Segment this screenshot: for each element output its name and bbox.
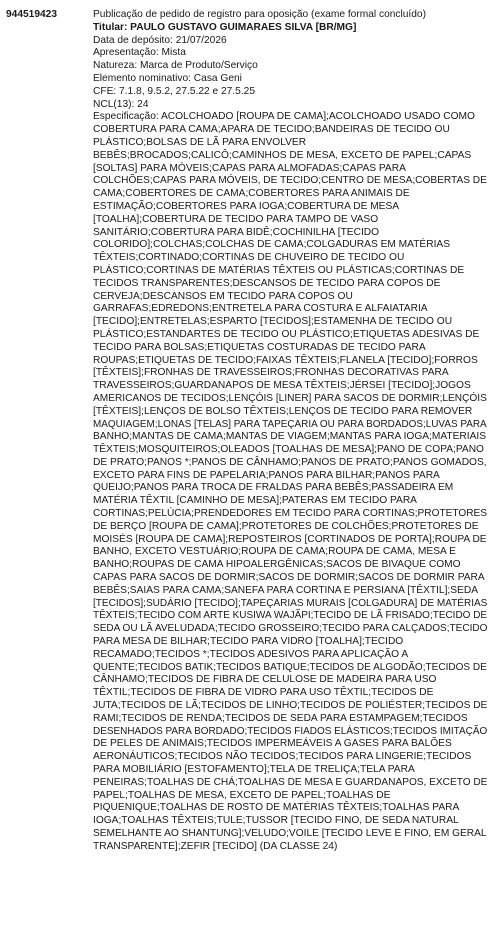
cfe-codes: CFE: 7.1.8, 9.5.2, 27.5.22 e 27.5.25 [93,85,255,97]
specification-line: QUEIJO;PANOS PARA TROCA DE FRALDAS PARA BEBÊS;PASSADEIRA EM [93,482,454,494]
specification-line: QUENTE;TECIDOS BATIK;TECIDOS BATIQUE;TECIDOS DE ALGODÃO;TECIDOS DE [93,661,487,673]
specification-line: COBERTURA PARA CAMA;APARA DE TECIDO;BANDEIRAS DE TECIDO OU [93,124,450,136]
specification-line: BANHO;MANTAS DE CAMA;MANTAS DE VIAGEM;MANTAS PARA IOGA;MATERIAIS [93,431,487,443]
specification-line: BANHO;ROUPAS DE CAMA HIPOALERGÊNICAS;SACOS DE BIVAQUE COMO [93,559,461,571]
process-number: 944519423 [6,9,57,20]
specification-line: RAMI;TECIDOS DE RENDA;TECIDOS DE SEDA PARA ESTAMPAGEM;TECIDOS [93,712,468,724]
ncl-class: NCL(13): 24 [93,98,149,110]
specification-line: TÊXTEIS;TECIDO COM ARTE KUSIWA WAJÃPI;TECIDO DE LÃ FRISADO;TECIDO DE [93,610,488,622]
nominative-element: Elemento nominativo: Casa Geni [93,72,242,84]
specification-line: TECIDOS TRANSPARENTES;DESCANSOS DE TECIDO PARA COPOS DE [93,277,441,289]
specification-line: SEMELHANTE AO SHANTUNG];VELUDO;VOILE [TECIDO LEVE E FINO, EM GERAL [93,828,487,839]
specification-line: CAMA;COBERTORES DE CAMA;COBERTORES PARA ANIMAIS DE [93,188,410,200]
deposit-date: Data de depósito: 21/07/2026 [93,34,227,46]
specification-line: IOGA;TOALHAS TÊXTEIS;TULE;TUSSOR [TECIDO FINO, DE SEDA NATURAL [93,815,459,827]
holder: Titular: PAULO GUSTAVO GUIMARAES SILVA [BR/MG] [93,21,357,33]
specification-line: [TÊXTEIS];LENÇOS DE BOLSO TÊXTEIS;LENÇOS DE TECIDO PARA REMOVER [93,405,473,417]
specification-line: TÊXTEIS;MOSQUITEIROS;OLEADOS [TOALHAS DE MESA];PANO DE COPA;PANO [93,444,484,456]
record-details [93,9,488,854]
specification-line: TÊXTIL;TECIDOS DE FIBRA DE VIDRO PARA USO TÊXTIL;TECIDOS DE [93,687,434,699]
specification-line: ROUPAS;ETIQUETAS DE TECIDO;FAIXAS TÊXTEIS;FLANELA [TECIDO];FORROS [93,354,478,366]
specification-line: [TECIDO];ENTRETELAS;ESPARTO [TECIDOS];ESTAMENHA DE TECIDO OU [93,316,453,328]
specification-line: DE PRATO;PANOS *;PANOS DE CÂNHAMO;PANOS DE PRATO;PANOS GOMADOS, [93,456,487,468]
specification-line: PIQUENIQUE;TOALHAS DE ROSTO DE MATÉRIAS TÊXTEIS;TOALHAS PARA [93,802,460,814]
specification-line: PAPEL;TOALHAS DE MESA, EXCETO DE PAPEL;TOALHAS DE [93,789,391,801]
specification-line: TRANSPARENTE];ZEFIR [TECIDO] (DA CLASSE 24) [93,840,338,852]
specification-line: SEDA OU LÃ AVELUDADA;TECIDO GROSSEIRO;TECIDO PARA CALÇADOS;TECIDO [93,623,488,635]
specification-line: COLCHÕES;CAPAS PARA MÓVEIS, DE TECIDO;CENTRO DE MESA;COBERTAS DE [93,175,487,187]
specification-line: [SOLTAS] PARA MÓVEIS;CAPAS PARA ALMOFADAS;CAPAS PARA [93,162,406,174]
specification-line: CÂNHAMO;TECIDOS DE FIBRA DE CELULOSE DE MADEIRA PARA USO [93,674,437,686]
specification-line: MAQUIAGEM;LONAS [TELAS] PARA TAPEÇARIA OU PARA BORDADOS;LUVAS PARA [93,418,487,430]
presentation: Apresentação: Mista [93,47,186,59]
specification-line: PENEIRAS;TOALHAS DE CHÁ;TOALHAS DE MESA E GUARDANAPOS, EXCETO DE [93,776,488,788]
specification-line: JUTA;TECIDOS DE LÃ;TECIDOS DE LINHO;TECIDOS DE POLIÉSTER;TECIDOS DE [93,700,488,712]
specification-line: TÊXTEIS;CORTINADO;CORTINAS DE CHUVEIRO DE TECIDO OU [93,252,405,264]
specification-line: RECAMADO;TECIDOS *;TECIDOS ADESIVOS PARA APLICAÇÃO A [93,648,409,660]
specification-line: GARRAFAS;EDREDONS;ENTRETELA PARA COSTURA E ALFAIATARIA [93,303,428,315]
specification-line: CORTINAS;PELÚCIA;PRENDEDORES EM TECIDO PARA CORTINAS;PROTETORES [93,508,488,520]
specification-line: PLÁSTICO;ESTANDARTES DE TECIDO OU PLÁSTICO;ETIQUETAS ADESIVAS DE [93,328,480,340]
specification-line: ESTIMAÇÃO;COBERTORES PARA IOGA;COBERTURA DE MESA [93,200,400,212]
specification-line: EXCETO PARA FINS DE PAPELARIA;PANOS PARA BILHAR;PANOS PARA [93,469,440,481]
specification-line: CERVEJA;DESCANSOS EM TECIDO PARA COPOS OU [93,290,353,302]
specification-line: PLÁSTICO;CORTINAS DE MATÉRIAS TÊXTEIS OU PLÁSTICAS;CORTINAS DE [93,264,465,276]
specification-line: [TOALHA];COBERTURA DE TECIDO PARA TAMPO DE VASO [93,213,379,225]
specification-line: Especificação: ACOLCHOADO [ROUPA DE CAMA];ACOLCHOADO USADO COMO [93,111,475,123]
specification-line: AMERICANOS DE TECIDOS;LENÇÓIS [LINER] PARA SACOS DE DORMIR;LENÇÓIS [93,392,487,404]
specification-line: AERONÁUTICOS;TECIDOS NÃO TECIDOS;TECIDOS PARA LINGERIE;TECIDOS [93,751,472,763]
specification [93,111,488,853]
specification-line: SANITÁRIO;COBERTURA PARA BIDÊ;COCHINILHA [TECIDO [93,226,380,238]
specification-line: BEBÊS;SAIAS PARA CAMA;SANEFA PARA CORTINA E PERSIANA [TÊXTIL];SEDA [93,584,478,596]
specification-line: MATÉRIA TÊXTIL [CAMINHO DE MESA];PATERAS EM TECIDO PARA [93,495,417,507]
specification-line: PLÁSTICO;BOLSAS DE LÃ PARA ENVOLVER [93,136,307,148]
specification-line: BEBÊS;BROCADOS;CALICÔ;CAMINHOS DE MESA, EXCETO DE PAPEL;CAPAS [93,149,472,161]
specification-line: PARA MESA DE BILHAR;TECIDO PARA VIDRO [TOALHA];TECIDO [93,636,404,648]
specification-line: DE BERÇO [ROUPA DE CAMA];PROTETORES DE COLCHÕES;PROTETORES DE [93,520,479,532]
specification-line: DE PELES DE ANIMAIS;TECIDOS IMPERMEÁVEIS A GASES PARA BALÕES [93,738,452,750]
publication-type: Publicação de pedido de registro para oposição (exame formal concluído) [93,9,426,20]
specification-line: [TÊXTEIS];FRONHAS DE TRAVESSEIROS;FRONHAS DECORATIVAS PARA [93,367,449,379]
specification-line: COLORIDO];COLCHAS;COLCHAS DE CAMA;COLGADURAS EM MATÉRIAS [93,239,450,251]
specification-line: [TECIDOS];SUDÁRIO [TECIDO];TAPEÇARIAS MURAIS [COLGADURA] DE MATÉRIAS [93,597,488,609]
nature: Natureza: Marca de Produto/Serviço [93,60,258,72]
specification-line: TECIDO PARA BOLSAS;ETIQUETAS COSTURADAS DE TECIDO PARA [93,341,426,353]
specification-line: CAPAS PARA SACOS DE DORMIR;SACOS DE DORMIR;SACOS DE DORMIR PARA [93,572,485,584]
specification-line: TRAVESSEIROS;GUARDANAPOS DE MESA TÊXTEIS;JÉRSEI [TECIDO];JOGOS [93,380,471,392]
specification-line: BANHO, EXCETO VESTUÁRIO;ROUPA DE CAMA;ROUPA DE CAMA, MESA E [93,546,456,558]
specification-line: PARA MOBILIÁRIO [ESTOFAMENTO];TELA DE TRELIÇA;TELA PARA [93,764,415,776]
specification-line: MOISÉS [ROUPA DE CAMA];REPOSTEIROS [CORTINADOS DE PORTA];ROUPA DE [93,533,487,545]
specification-line: DESENHADOS PARA BORDADO;TECIDOS FIADOS ELÁSTICOS;TECIDOS IMITAÇÃO [93,725,488,737]
